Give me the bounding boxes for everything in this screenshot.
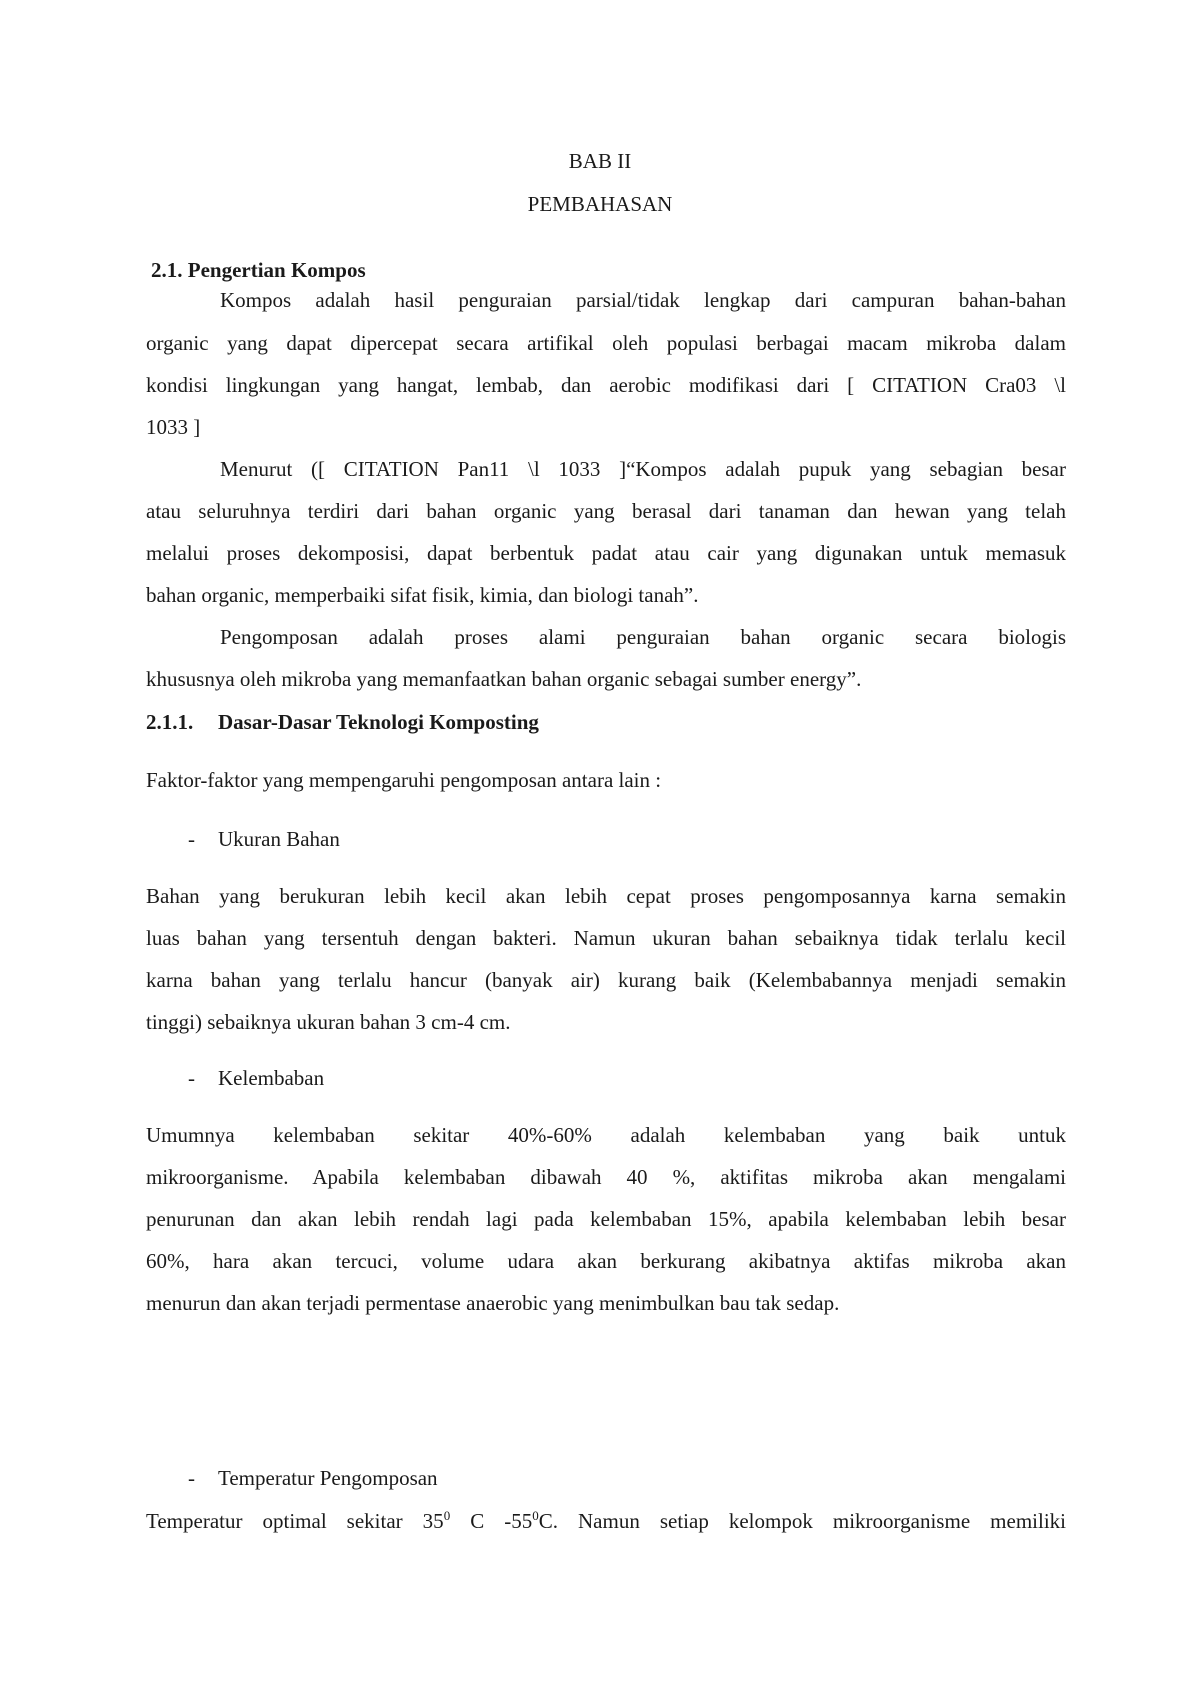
- paragraph-line: bahan organic, memperbaiki sifat fisik, kimia, dan biologi tanah”.: [146, 583, 699, 607]
- paragraph-line: 60%, hara akan tercuci, volume udara akan berkurang akibatnya aktifas mikroba akan: [146, 1249, 1066, 1273]
- temperature-line: [146, 1508, 1066, 1534]
- paragraph-line: Kompos adalah hasil penguraian parsial/tidak lengkap dari campuran bahan-bahan: [220, 288, 1066, 312]
- bullet-label: Temperatur Pengomposan: [218, 1466, 438, 1490]
- paragraph-line: karna bahan yang terlalu hancur (banyak air) kurang baik (Kelembabannya menjadi semakin: [146, 968, 1066, 992]
- paragraph-line: Bahan yang berukuran lebih kecil akan lebih cepat proses pengomposannya karna semakin: [146, 884, 1066, 908]
- list-intro: Faktor-faktor yang mempengaruhi pengomposan antara lain :: [146, 768, 662, 792]
- bullet-label: Ukuran Bahan: [218, 827, 340, 851]
- bullet-marker: -: [188, 1466, 195, 1490]
- section-number-2-1-1: 2.1.1.: [146, 710, 194, 734]
- paragraph-line: Menurut ([ CITATION Pan11 \l 1033 ]“Kompos adalah pupuk yang sebagian besar: [220, 457, 1066, 481]
- paragraph-line: atau seluruhnya terdiri dari bahan organic yang berasal dari tanaman dan hewan yang telah: [146, 499, 1066, 523]
- temperature-text-b: C -55: [450, 1509, 533, 1533]
- chapter-title: PEMBAHASAN: [527, 192, 673, 216]
- paragraph-line: Umumnya kelembaban sekitar 40%-60% adalah kelembaban yang baik untuk: [146, 1123, 1066, 1147]
- bullet-marker: -: [188, 1066, 195, 1090]
- bullet-marker: -: [188, 827, 195, 851]
- paragraph-line: 1033 ]: [146, 415, 201, 439]
- paragraph-line: kondisi lingkungan yang hangat, lembab, dan aerobic modifikasi dari [ CITATION Cra03 \l: [146, 373, 1066, 397]
- degree-superscript: 0: [443, 1508, 451, 1523]
- section-heading-2-1: 2.1. Pengertian Kompos: [151, 258, 366, 282]
- section-title-2-1-1: Dasar-Dasar Teknologi Komposting: [218, 710, 539, 734]
- degree-superscript: 0: [532, 1508, 539, 1523]
- paragraph-line: menurun dan akan terjadi permentase anaerobic yang menimbulkan bau tak sedap.: [146, 1291, 840, 1315]
- paragraph-line: penurunan dan akan lebih rendah lagi pada kelembaban 15%, apabila kelembaban lebih besar: [146, 1207, 1066, 1231]
- paragraph-line: luas bahan yang tersentuh dengan bakteri. Namun ukuran bahan sebaiknya tidak terlalu kecil: [146, 926, 1066, 950]
- paragraph-line: melalui proses dekomposisi, dapat berbentuk padat atau cair yang digunakan untuk memasuk: [146, 541, 1066, 565]
- chapter-number: BAB II: [568, 149, 632, 173]
- temperature-text-c: C. Namun setiap kelompok mikroorganisme memiliki: [538, 1509, 1066, 1533]
- paragraph-line: Pengomposan adalah proses alami penguraian bahan organic secara biologis: [220, 625, 1066, 649]
- bullet-label: Kelembaban: [218, 1066, 325, 1090]
- temperature-text-a: Temperatur optimal sekitar 35: [146, 1509, 444, 1533]
- paragraph-line: khususnya oleh mikroba yang memanfaatkan bahan organic sebagai sumber energy”.: [146, 667, 862, 691]
- paragraph-line: mikroorganisme. Apabila kelembaban dibawah 40 %, aktifitas mikroba akan mengalami: [146, 1165, 1066, 1189]
- paragraph-line: tinggi) sebaiknya ukuran bahan 3 cm-4 cm.: [146, 1010, 511, 1034]
- paragraph-line: organic yang dapat dipercepat secara artifikal oleh populasi berbagai macam mikroba dalam: [146, 331, 1066, 355]
